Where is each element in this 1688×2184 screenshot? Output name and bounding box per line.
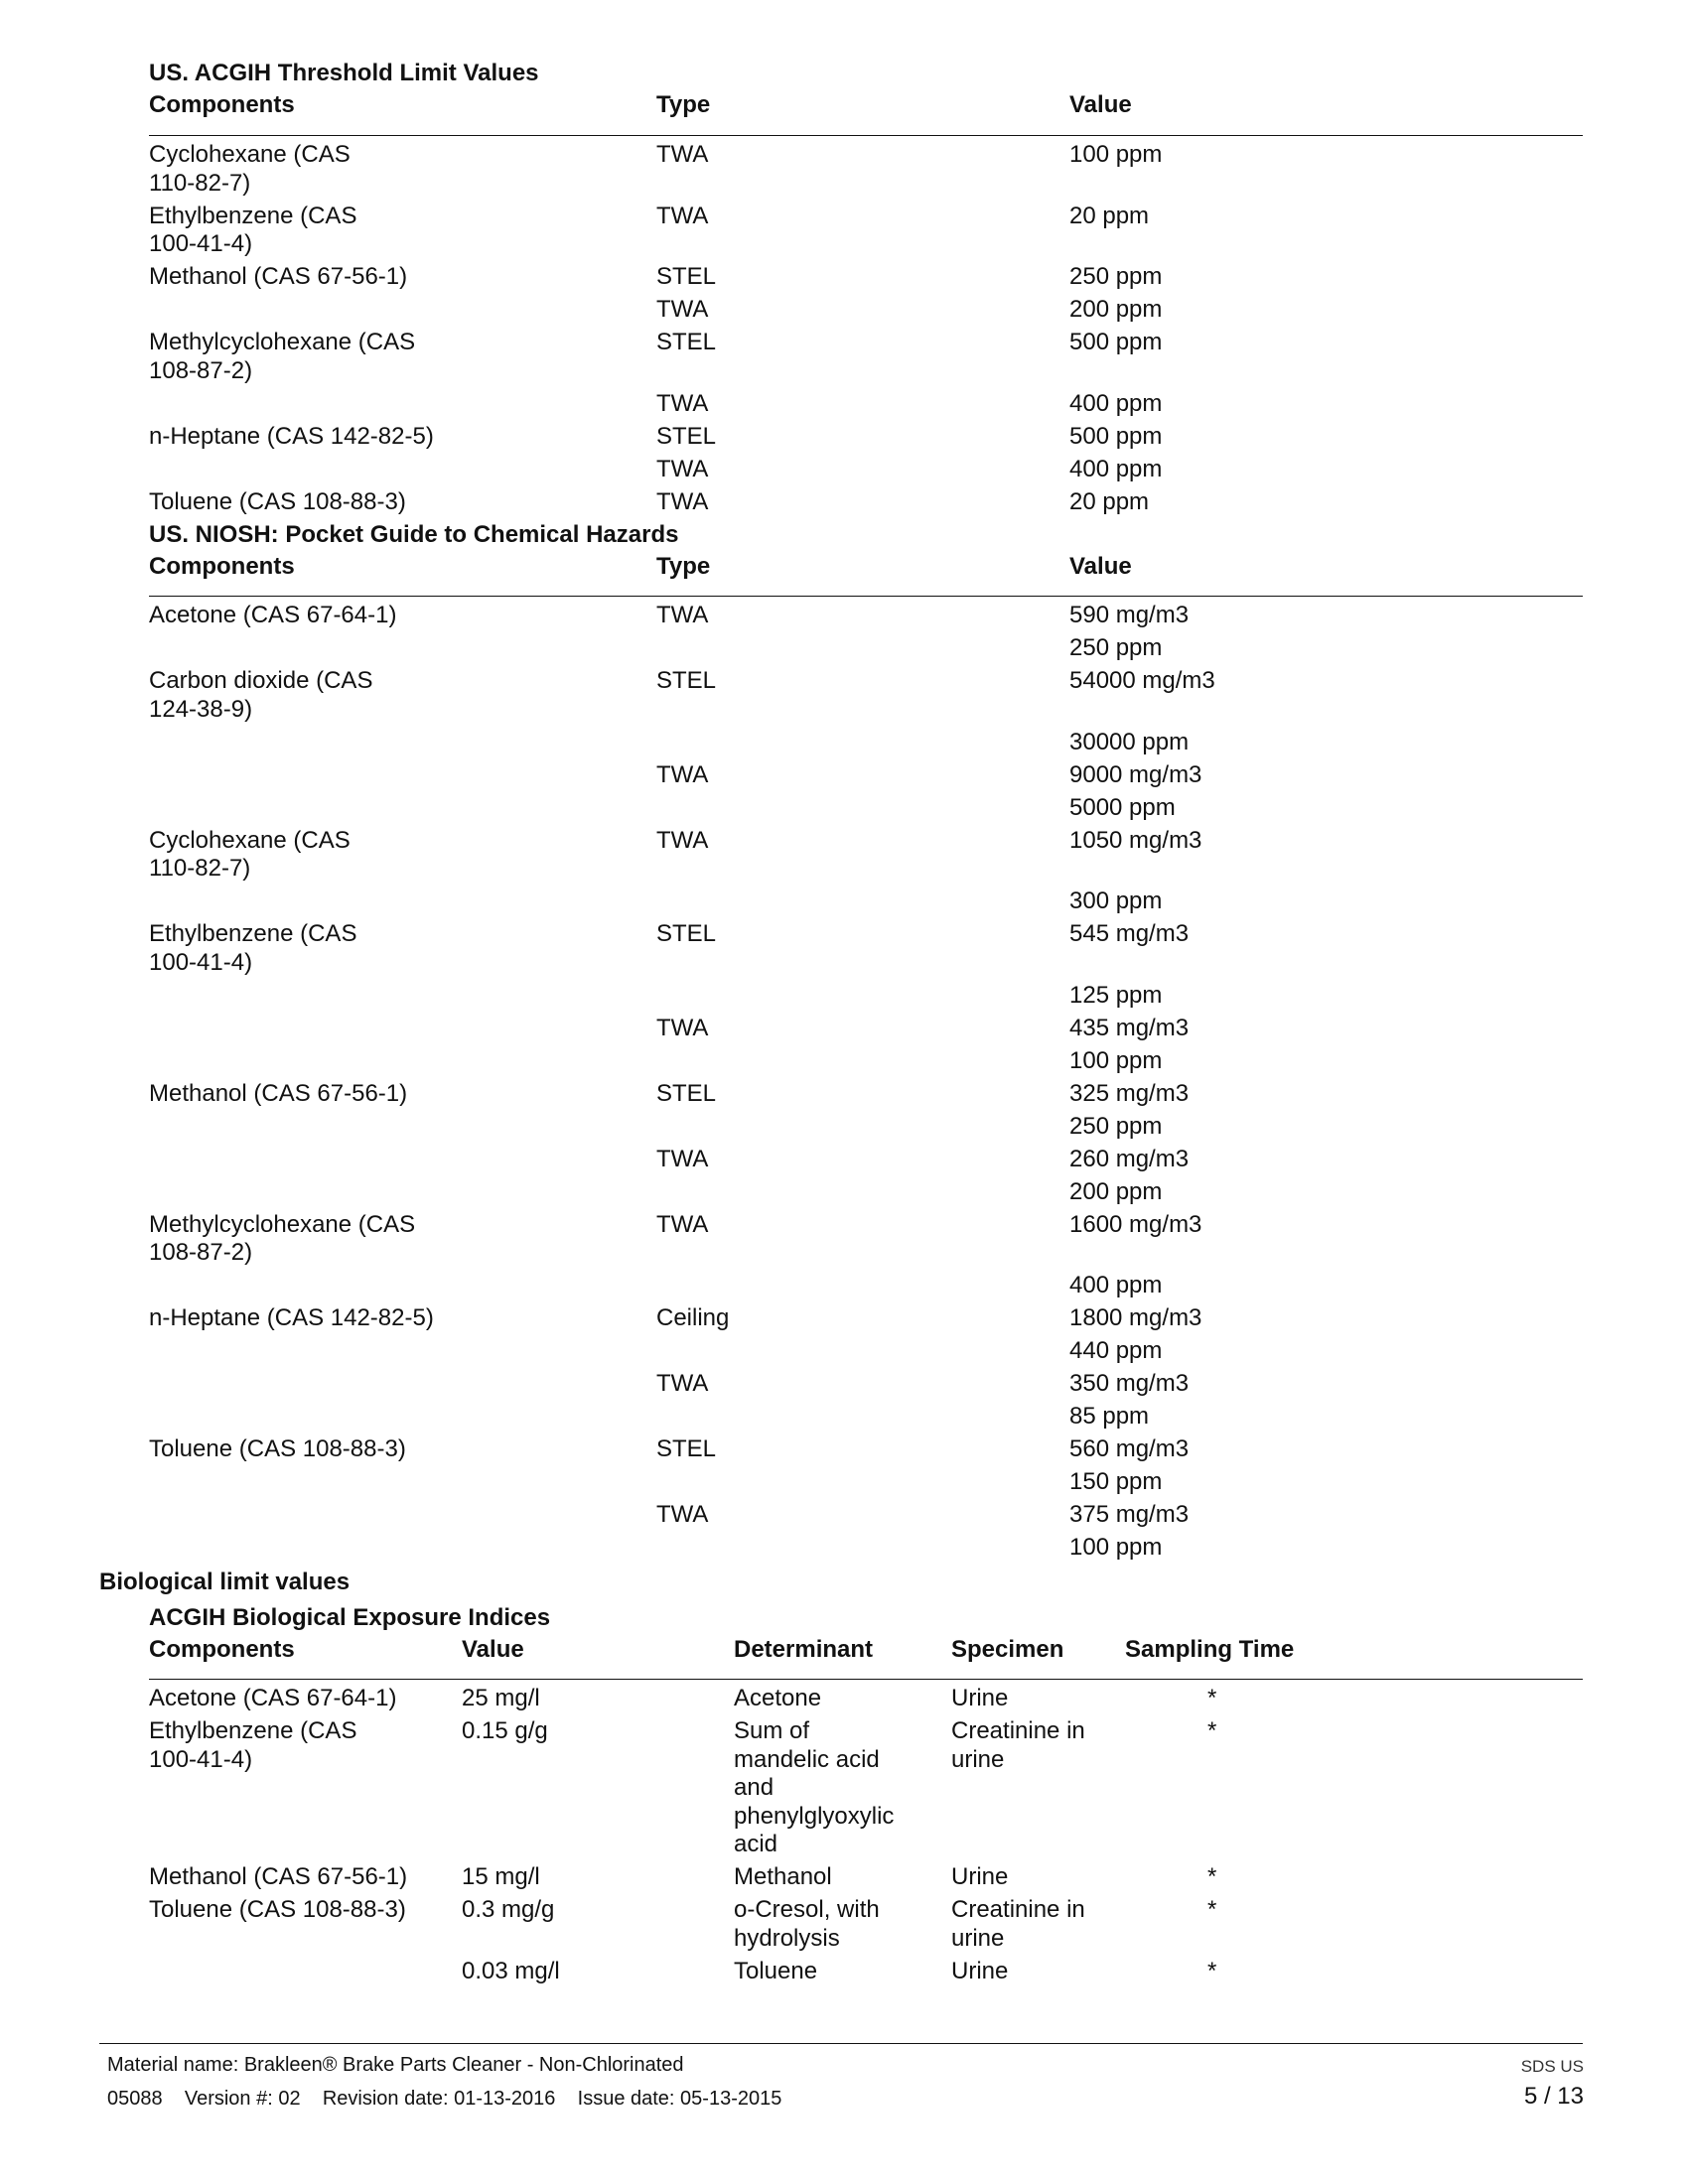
niosh-row-14-type: TWA — [656, 1145, 709, 1172]
acgih-row-0-type: TWA — [656, 141, 709, 168]
bei-row-1-sampling-time: * — [1207, 1717, 1217, 1744]
bei-row-0-sampling-time: * — [1207, 1685, 1217, 1711]
bei-row-3-determinant: o-Cresol, with hydrolysis — [734, 1896, 880, 1952]
bei-row-3-component: Toluene (CAS 108-88-3) — [149, 1896, 406, 1923]
bei-header-specimen: Specimen — [951, 1636, 1064, 1663]
niosh-row-15-value: 200 ppm — [1069, 1177, 1163, 1205]
acgih-row-7-value: 400 ppm — [1069, 455, 1163, 482]
biological-section-title: Biological limit values — [99, 1569, 351, 1595]
acgih-title: US. ACGIH Threshold Limit Values — [149, 60, 539, 86]
acgih-row-0-value: 100 ppm — [1069, 141, 1163, 168]
niosh-row-9-value: 125 ppm — [1069, 981, 1163, 1009]
acgih-row-3-value: 200 ppm — [1069, 296, 1163, 323]
niosh-row-21-value: 85 ppm — [1069, 1403, 1150, 1430]
bei-row-1-determinant: Sum of mandelic acid and phenylglyoxylic acid — [734, 1717, 895, 1857]
acgih-row-4-component: Methylcyclohexane (CAS 108-87-2) — [149, 329, 416, 384]
acgih-row-1-value: 20 ppm — [1069, 202, 1150, 229]
footer-page-number: 5 / 13 — [1523, 2083, 1584, 2110]
niosh-row-25-value: 100 ppm — [1069, 1534, 1163, 1561]
bei-row-4-sampling-time: * — [1207, 1957, 1217, 1984]
niosh-row-17-value: 400 ppm — [1069, 1272, 1163, 1298]
bei-row-2-value: 15 mg/l — [462, 1863, 540, 1890]
acgih-row-2-value: 250 ppm — [1069, 263, 1163, 290]
niosh-row-0-component: Acetone (CAS 67-64-1) — [149, 602, 397, 628]
niosh-row-16-value: 1600 mg/m3 — [1069, 1210, 1202, 1238]
acgih-row-3-type: TWA — [656, 296, 709, 323]
bei-header-determinant: Determinant — [734, 1636, 874, 1663]
niosh-row-8-type: STEL — [656, 920, 717, 947]
acgih-row-5-type: TWA — [656, 389, 709, 417]
niosh-row-6-value: 1050 mg/m3 — [1069, 826, 1202, 854]
bei-row-0-component: Acetone (CAS 67-64-1) — [149, 1685, 397, 1711]
niosh-header-type: Type — [656, 553, 711, 580]
niosh-row-2-component: Carbon dioxide (CAS 124-38-9) — [149, 667, 373, 723]
acgih-row-5-value: 400 ppm — [1069, 389, 1163, 417]
niosh-row-22-type: STEL — [656, 1435, 717, 1462]
footer-rule — [99, 2043, 1583, 2044]
acgih-header-rule — [149, 135, 1583, 136]
bei-row-0-specimen: Urine — [951, 1685, 1009, 1711]
acgih-row-6-value: 500 ppm — [1069, 422, 1163, 450]
niosh-row-7-value: 300 ppm — [1069, 887, 1163, 914]
acgih-header-type: Type — [656, 91, 711, 118]
niosh-row-12-type: STEL — [656, 1079, 717, 1107]
niosh-row-18-value: 1800 mg/m3 — [1069, 1304, 1202, 1331]
bei-row-2-determinant: Methanol — [734, 1863, 832, 1890]
niosh-row-2-type: STEL — [656, 667, 717, 694]
bei-row-4-specimen: Urine — [951, 1957, 1009, 1984]
bei-row-2-component: Methanol (CAS 67-56-1) — [149, 1863, 408, 1890]
niosh-row-23-value: 150 ppm — [1069, 1468, 1163, 1495]
bei-row-3-specimen: Creatinine in urine — [951, 1896, 1085, 1952]
acgih-row-1-type: TWA — [656, 202, 709, 229]
niosh-row-13-value: 250 ppm — [1069, 1112, 1163, 1140]
bei-row-3-sampling-time: * — [1207, 1896, 1217, 1923]
bei-row-3-value: 0.3 mg/g — [462, 1896, 555, 1923]
niosh-row-4-value: 9000 mg/m3 — [1069, 760, 1202, 788]
footer-id-line: 05088 Version #: 02 Revision date: 01-13-2016 Issue date: 05-13-2015 — [107, 2088, 782, 2110]
niosh-row-3-value: 30000 ppm — [1069, 728, 1190, 755]
niosh-row-24-value: 375 mg/m3 — [1069, 1501, 1190, 1528]
acgih-header-value: Value — [1069, 91, 1132, 118]
niosh-row-0-value: 590 mg/m3 — [1069, 602, 1190, 628]
niosh-row-2-value: 54000 mg/m3 — [1069, 667, 1215, 694]
niosh-row-18-component: n-Heptane (CAS 142-82-5) — [149, 1304, 434, 1331]
niosh-row-6-type: TWA — [656, 826, 709, 854]
acgih-header-components: Components — [149, 91, 295, 118]
niosh-row-12-value: 325 mg/m3 — [1069, 1079, 1190, 1107]
niosh-header-components: Components — [149, 553, 295, 580]
acgih-row-8-type: TWA — [656, 487, 709, 515]
acgih-row-8-component: Toluene (CAS 108-88-3) — [149, 487, 406, 515]
niosh-row-10-value: 435 mg/m3 — [1069, 1014, 1190, 1041]
acgih-row-2-component: Methanol (CAS 67-56-1) — [149, 263, 408, 290]
footer-sds-label: SDS US — [1520, 2057, 1584, 2076]
acgih-row-2-type: STEL — [656, 263, 717, 290]
bei-row-1-component: Ethylbenzene (CAS 100-41-4) — [149, 1717, 357, 1773]
bei-row-2-sampling-time: * — [1207, 1863, 1217, 1890]
niosh-row-22-value: 560 mg/m3 — [1069, 1435, 1190, 1462]
niosh-row-18-type: Ceiling — [656, 1304, 730, 1331]
niosh-row-19-value: 440 ppm — [1069, 1337, 1163, 1364]
acgih-row-4-type: STEL — [656, 329, 717, 355]
niosh-row-22-component: Toluene (CAS 108-88-3) — [149, 1435, 406, 1462]
niosh-row-16-type: TWA — [656, 1210, 709, 1238]
niosh-row-10-type: TWA — [656, 1014, 709, 1041]
niosh-row-0-type: TWA — [656, 602, 709, 628]
niosh-row-16-component: Methylcyclohexane (CAS 108-87-2) — [149, 1210, 416, 1266]
niosh-header-rule — [149, 596, 1583, 597]
niosh-row-24-type: TWA — [656, 1501, 709, 1528]
bei-row-0-determinant: Acetone — [734, 1685, 822, 1711]
bei-header-sampling-time: Sampling Time — [1125, 1636, 1295, 1663]
niosh-header-value: Value — [1069, 553, 1132, 580]
acgih-row-0-component: Cyclohexane (CAS 110-82-7) — [149, 141, 351, 197]
niosh-title: US. NIOSH: Pocket Guide to Chemical Hazards — [149, 521, 679, 548]
footer-material-name: Material name: Brakleen® Brake Parts Cleaner - Non-Chlorinated — [107, 2054, 684, 2076]
niosh-row-4-type: TWA — [656, 760, 709, 788]
acgih-row-6-component: n-Heptane (CAS 142-82-5) — [149, 422, 434, 450]
bei-header-rule — [149, 1679, 1583, 1680]
acgih-row-8-value: 20 ppm — [1069, 487, 1150, 515]
acgih-row-6-type: STEL — [656, 422, 717, 450]
bei-row-4-determinant: Toluene — [734, 1957, 818, 1984]
bei-row-4-value: 0.03 mg/l — [462, 1957, 560, 1984]
bei-row-1-specimen: Creatinine in urine — [951, 1717, 1085, 1773]
niosh-row-11-value: 100 ppm — [1069, 1046, 1163, 1074]
bei-title: ACGIH Biological Exposure Indices — [149, 1604, 551, 1631]
niosh-row-5-value: 5000 ppm — [1069, 793, 1176, 821]
bei-header-components: Components — [149, 1636, 295, 1663]
bei-row-2-specimen: Urine — [951, 1863, 1009, 1890]
acgih-row-1-component: Ethylbenzene (CAS 100-41-4) — [149, 202, 357, 257]
acgih-row-4-value: 500 ppm — [1069, 329, 1163, 355]
bei-row-1-value: 0.15 g/g — [462, 1717, 548, 1744]
niosh-row-8-value: 545 mg/m3 — [1069, 920, 1190, 947]
niosh-row-20-value: 350 mg/m3 — [1069, 1370, 1190, 1397]
niosh-row-12-component: Methanol (CAS 67-56-1) — [149, 1079, 408, 1107]
bei-header-value: Value — [462, 1636, 524, 1663]
acgih-row-7-type: TWA — [656, 455, 709, 482]
niosh-row-1-value: 250 ppm — [1069, 634, 1163, 661]
niosh-row-6-component: Cyclohexane (CAS 110-82-7) — [149, 826, 351, 882]
niosh-row-20-type: TWA — [656, 1370, 709, 1397]
niosh-row-8-component: Ethylbenzene (CAS 100-41-4) — [149, 920, 357, 976]
niosh-row-14-value: 260 mg/m3 — [1069, 1145, 1190, 1172]
bei-row-0-value: 25 mg/l — [462, 1685, 540, 1711]
